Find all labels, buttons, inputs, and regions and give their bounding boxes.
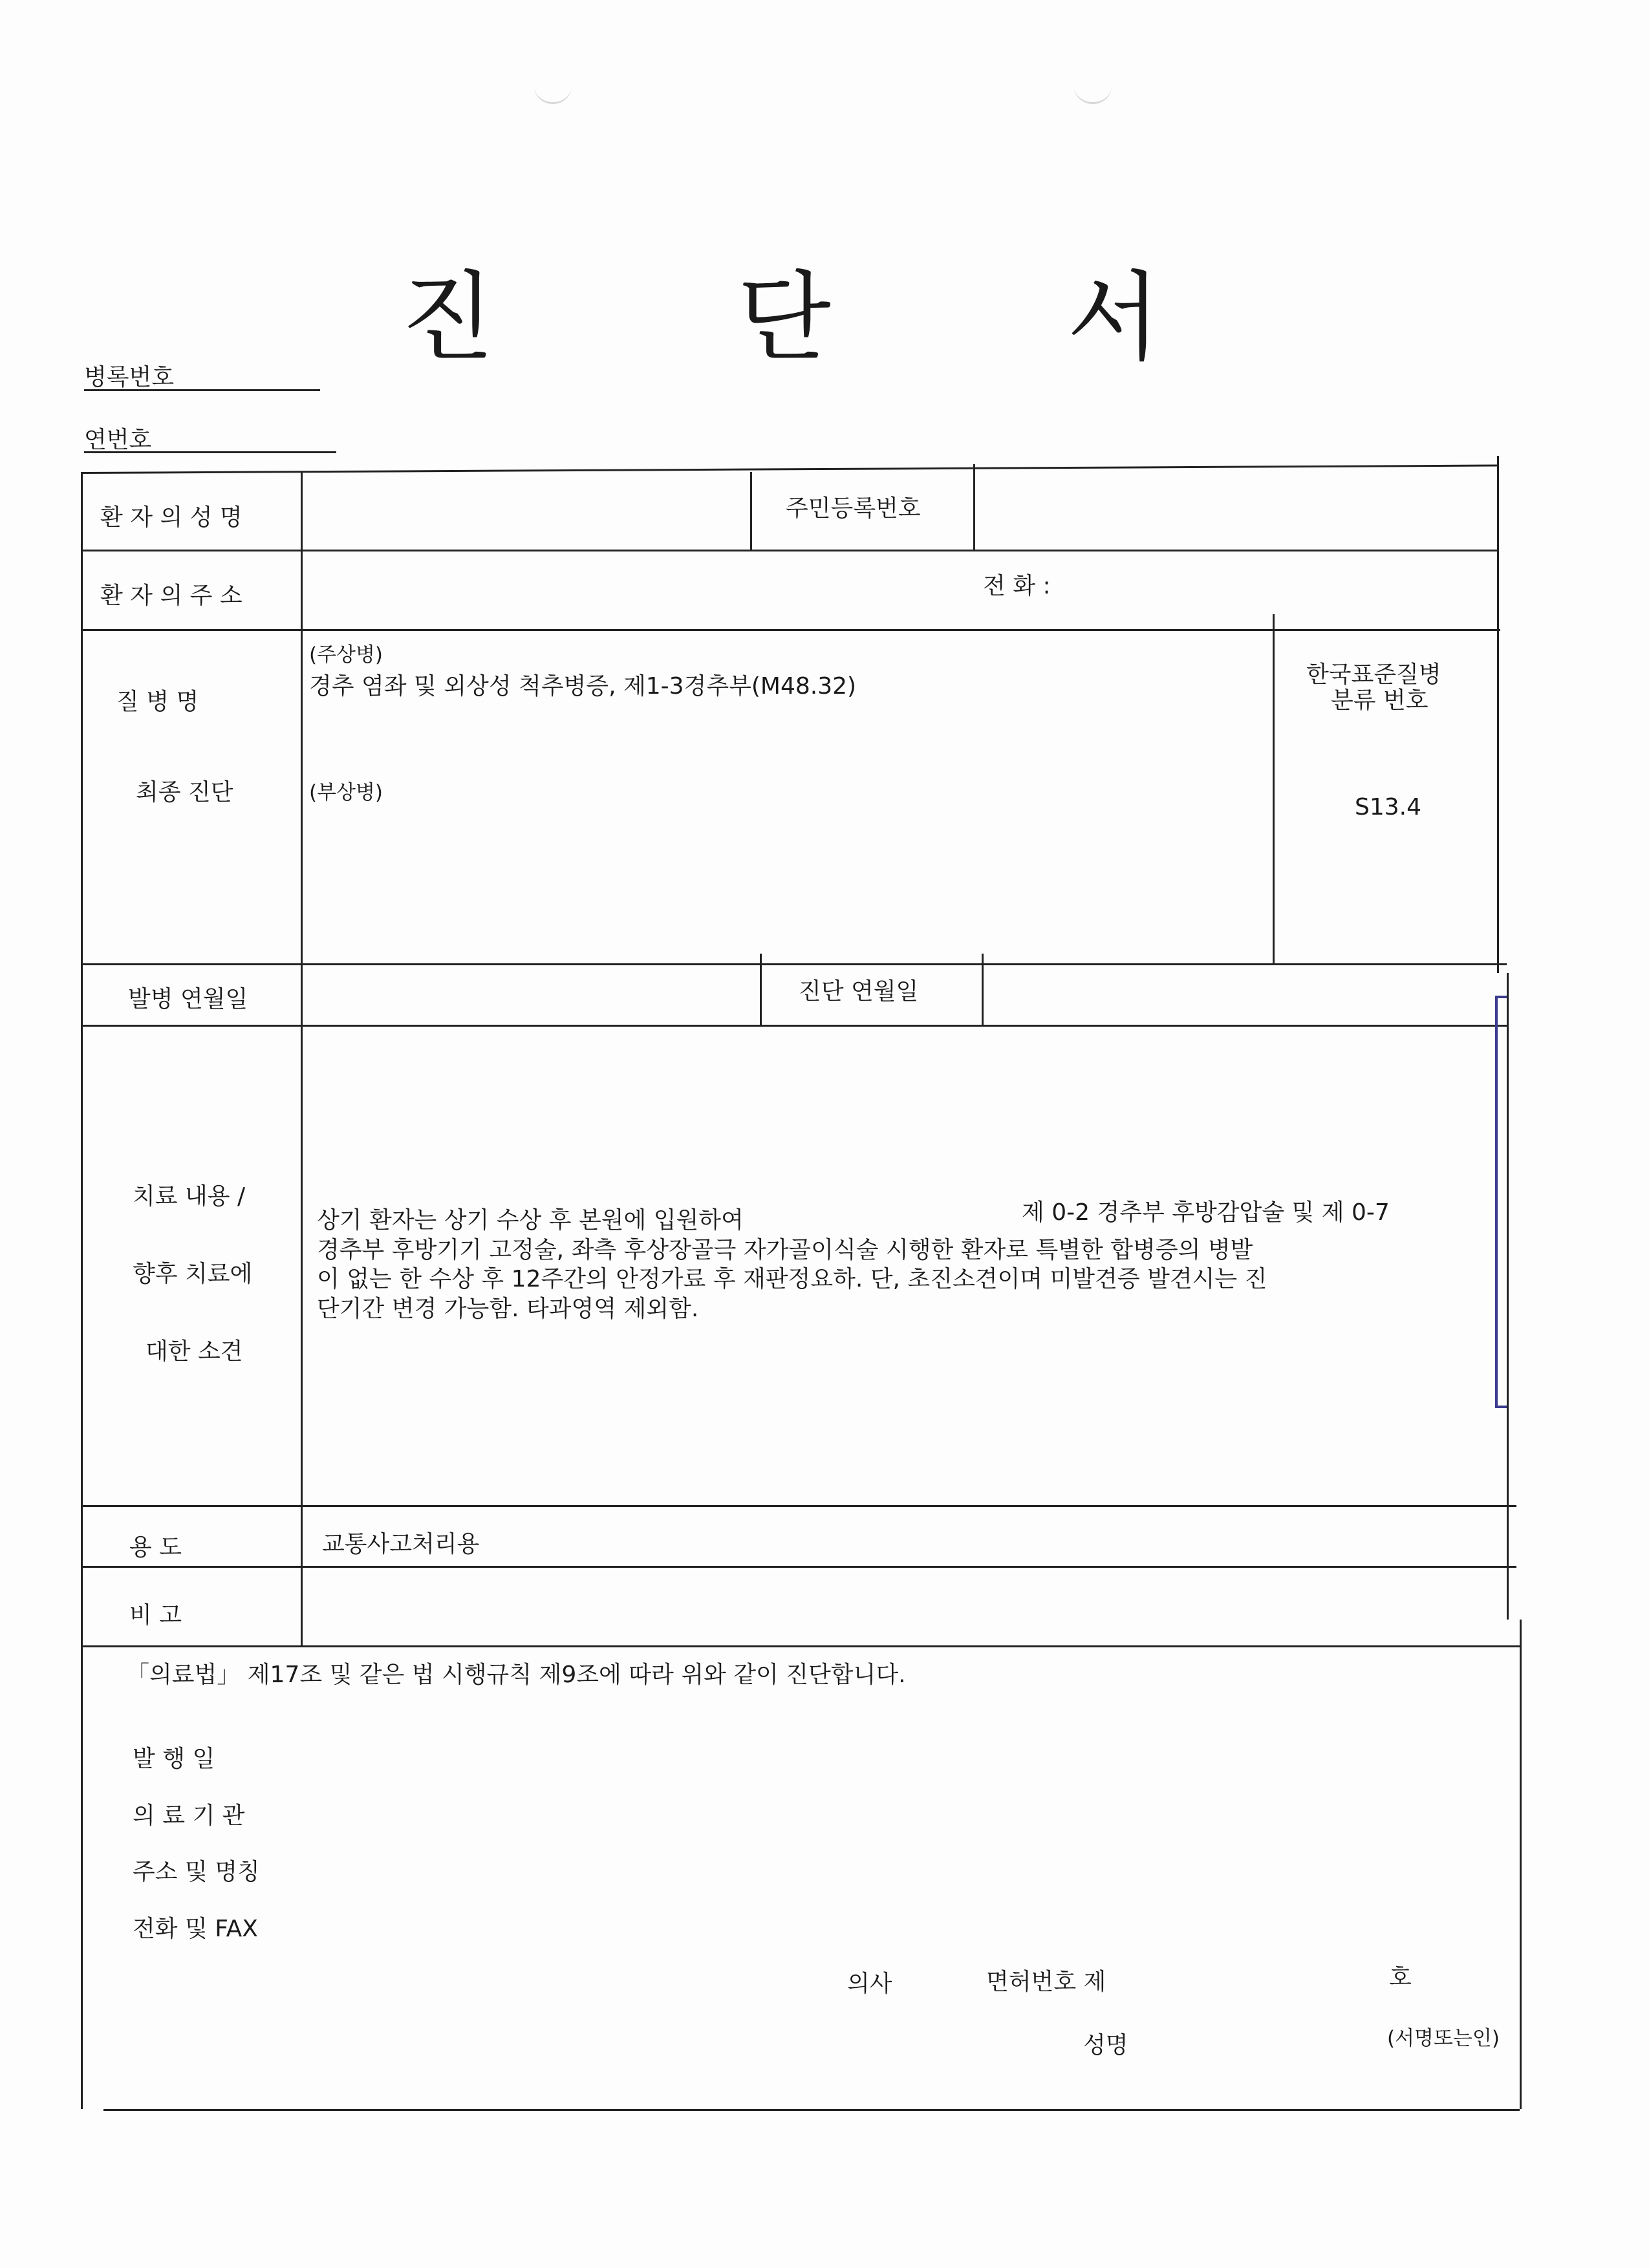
- col-sep-diag-2: [982, 954, 984, 1025]
- issue-date-label: 발 행 일: [133, 1746, 215, 1772]
- diagnosis-date-label: 진단 연월일: [799, 978, 919, 1005]
- treatment-text-line1b: 제 0-2 경추부 후방감압술 및 제 0-7: [1022, 1199, 1390, 1226]
- address-name-label: 주소 및 명칭: [133, 1859, 260, 1885]
- record-no-underline: [84, 389, 320, 391]
- col-sep-label: [301, 472, 303, 1645]
- usage-value: 교통사고처리용: [322, 1531, 480, 1557]
- row-sep-4: [81, 1025, 1507, 1027]
- doc-title-char-3: 서: [1067, 262, 1161, 374]
- treatment-text-line3: 이 없는 한 수상 후 12주간의 안정가료 후 재판정요하. 단, 초진소견이며 미발견증 발견시는 진: [317, 1266, 1267, 1292]
- table-border-right-lower: [1507, 973, 1509, 1620]
- license-label: 면허번호 제: [986, 1969, 1106, 1995]
- table-border-bottom: [103, 2109, 1520, 2111]
- col-sep-kcd: [1273, 614, 1275, 963]
- doctor-label: 의사: [847, 1971, 892, 1997]
- row-sep-5: [81, 1505, 1516, 1507]
- disease-label: 질 병 명: [116, 689, 199, 715]
- treatment-text-line1a: 상기 환자는 상기 수상 후 본원에 입원하여: [317, 1207, 744, 1234]
- final-diagnosis-label: 최종 진단: [136, 779, 233, 806]
- phone-label: 전 화 :: [983, 573, 1051, 599]
- table-border-top: [81, 465, 1497, 474]
- punch-hole-left: [534, 83, 572, 104]
- legal-text: 「의료법」 제17조 및 같은 법 시행규칙 제9조에 따라 위와 같이 진단합니다.: [126, 1662, 906, 1688]
- main-disease-text: 경추 염좌 및 외상성 척추병증, 제1-3경추부(M48.32): [309, 673, 857, 700]
- row-sep-1: [81, 550, 1499, 551]
- treatment-label-line3: 대한 소견: [146, 1338, 243, 1365]
- treatment-text-line2: 경추부 후방기기 고정술, 좌측 후상장골극 자가골이식술 시행한 환자로 특별한 합병증의 병발: [317, 1237, 1253, 1263]
- pen-bracket-mark: [1495, 996, 1507, 1408]
- kcd-code: S13.4: [1355, 794, 1422, 820]
- remarks-label: 비 고: [129, 1602, 182, 1629]
- doc-title-char-1: 진: [401, 262, 495, 374]
- table-border-left: [81, 472, 83, 2109]
- serial-no-underline: [84, 451, 336, 453]
- name-label: 성명: [1083, 2032, 1128, 2059]
- doc-title-char-2: 단: [737, 262, 831, 374]
- patient-name-label: 환 자 의 성 명: [100, 504, 242, 531]
- ho-label: 호: [1389, 1964, 1412, 1991]
- col-sep-resident-1: [750, 472, 752, 550]
- patient-address-label: 환 자 의 주 소: [100, 583, 242, 609]
- col-sep-resident-2: [973, 464, 975, 550]
- table-border-right: [1497, 456, 1499, 973]
- punch-hole-right: [1073, 83, 1112, 104]
- kcd-label-line2: 분류 번호: [1331, 687, 1428, 714]
- row-sep-7: [81, 1645, 1520, 1647]
- row-sep-6: [81, 1566, 1516, 1568]
- treatment-label-line2: 향후 치료에: [133, 1261, 253, 1287]
- record-no-label: 병록번호: [84, 364, 175, 390]
- sign-label: (서명또는인): [1387, 2027, 1500, 2050]
- treatment-text-line4: 단기간 변경 가능함. 타과영역 제외함.: [317, 1296, 699, 1322]
- row-sep-3: [81, 963, 1507, 965]
- row-sep-2: [81, 629, 1500, 631]
- sub-disease-tag: (부상병): [309, 781, 383, 804]
- treatment-label-line1: 치료 내용 /: [133, 1183, 246, 1210]
- onset-date-label: 발병 연월일: [128, 986, 248, 1012]
- institution-label: 의 료 기 관: [133, 1803, 245, 1829]
- col-sep-diag-1: [760, 954, 762, 1025]
- table-border-right-bottom: [1520, 1620, 1522, 2109]
- usage-label: 용 도: [129, 1534, 182, 1561]
- main-disease-tag: (주상병): [309, 643, 383, 667]
- serial-no-label: 연번호: [84, 427, 152, 453]
- phone-fax-label: 전화 및 FAX: [133, 1916, 258, 1942]
- resident-no-label: 주민등록번호: [786, 495, 921, 522]
- kcd-label-line1: 한국표준질병: [1306, 661, 1441, 688]
